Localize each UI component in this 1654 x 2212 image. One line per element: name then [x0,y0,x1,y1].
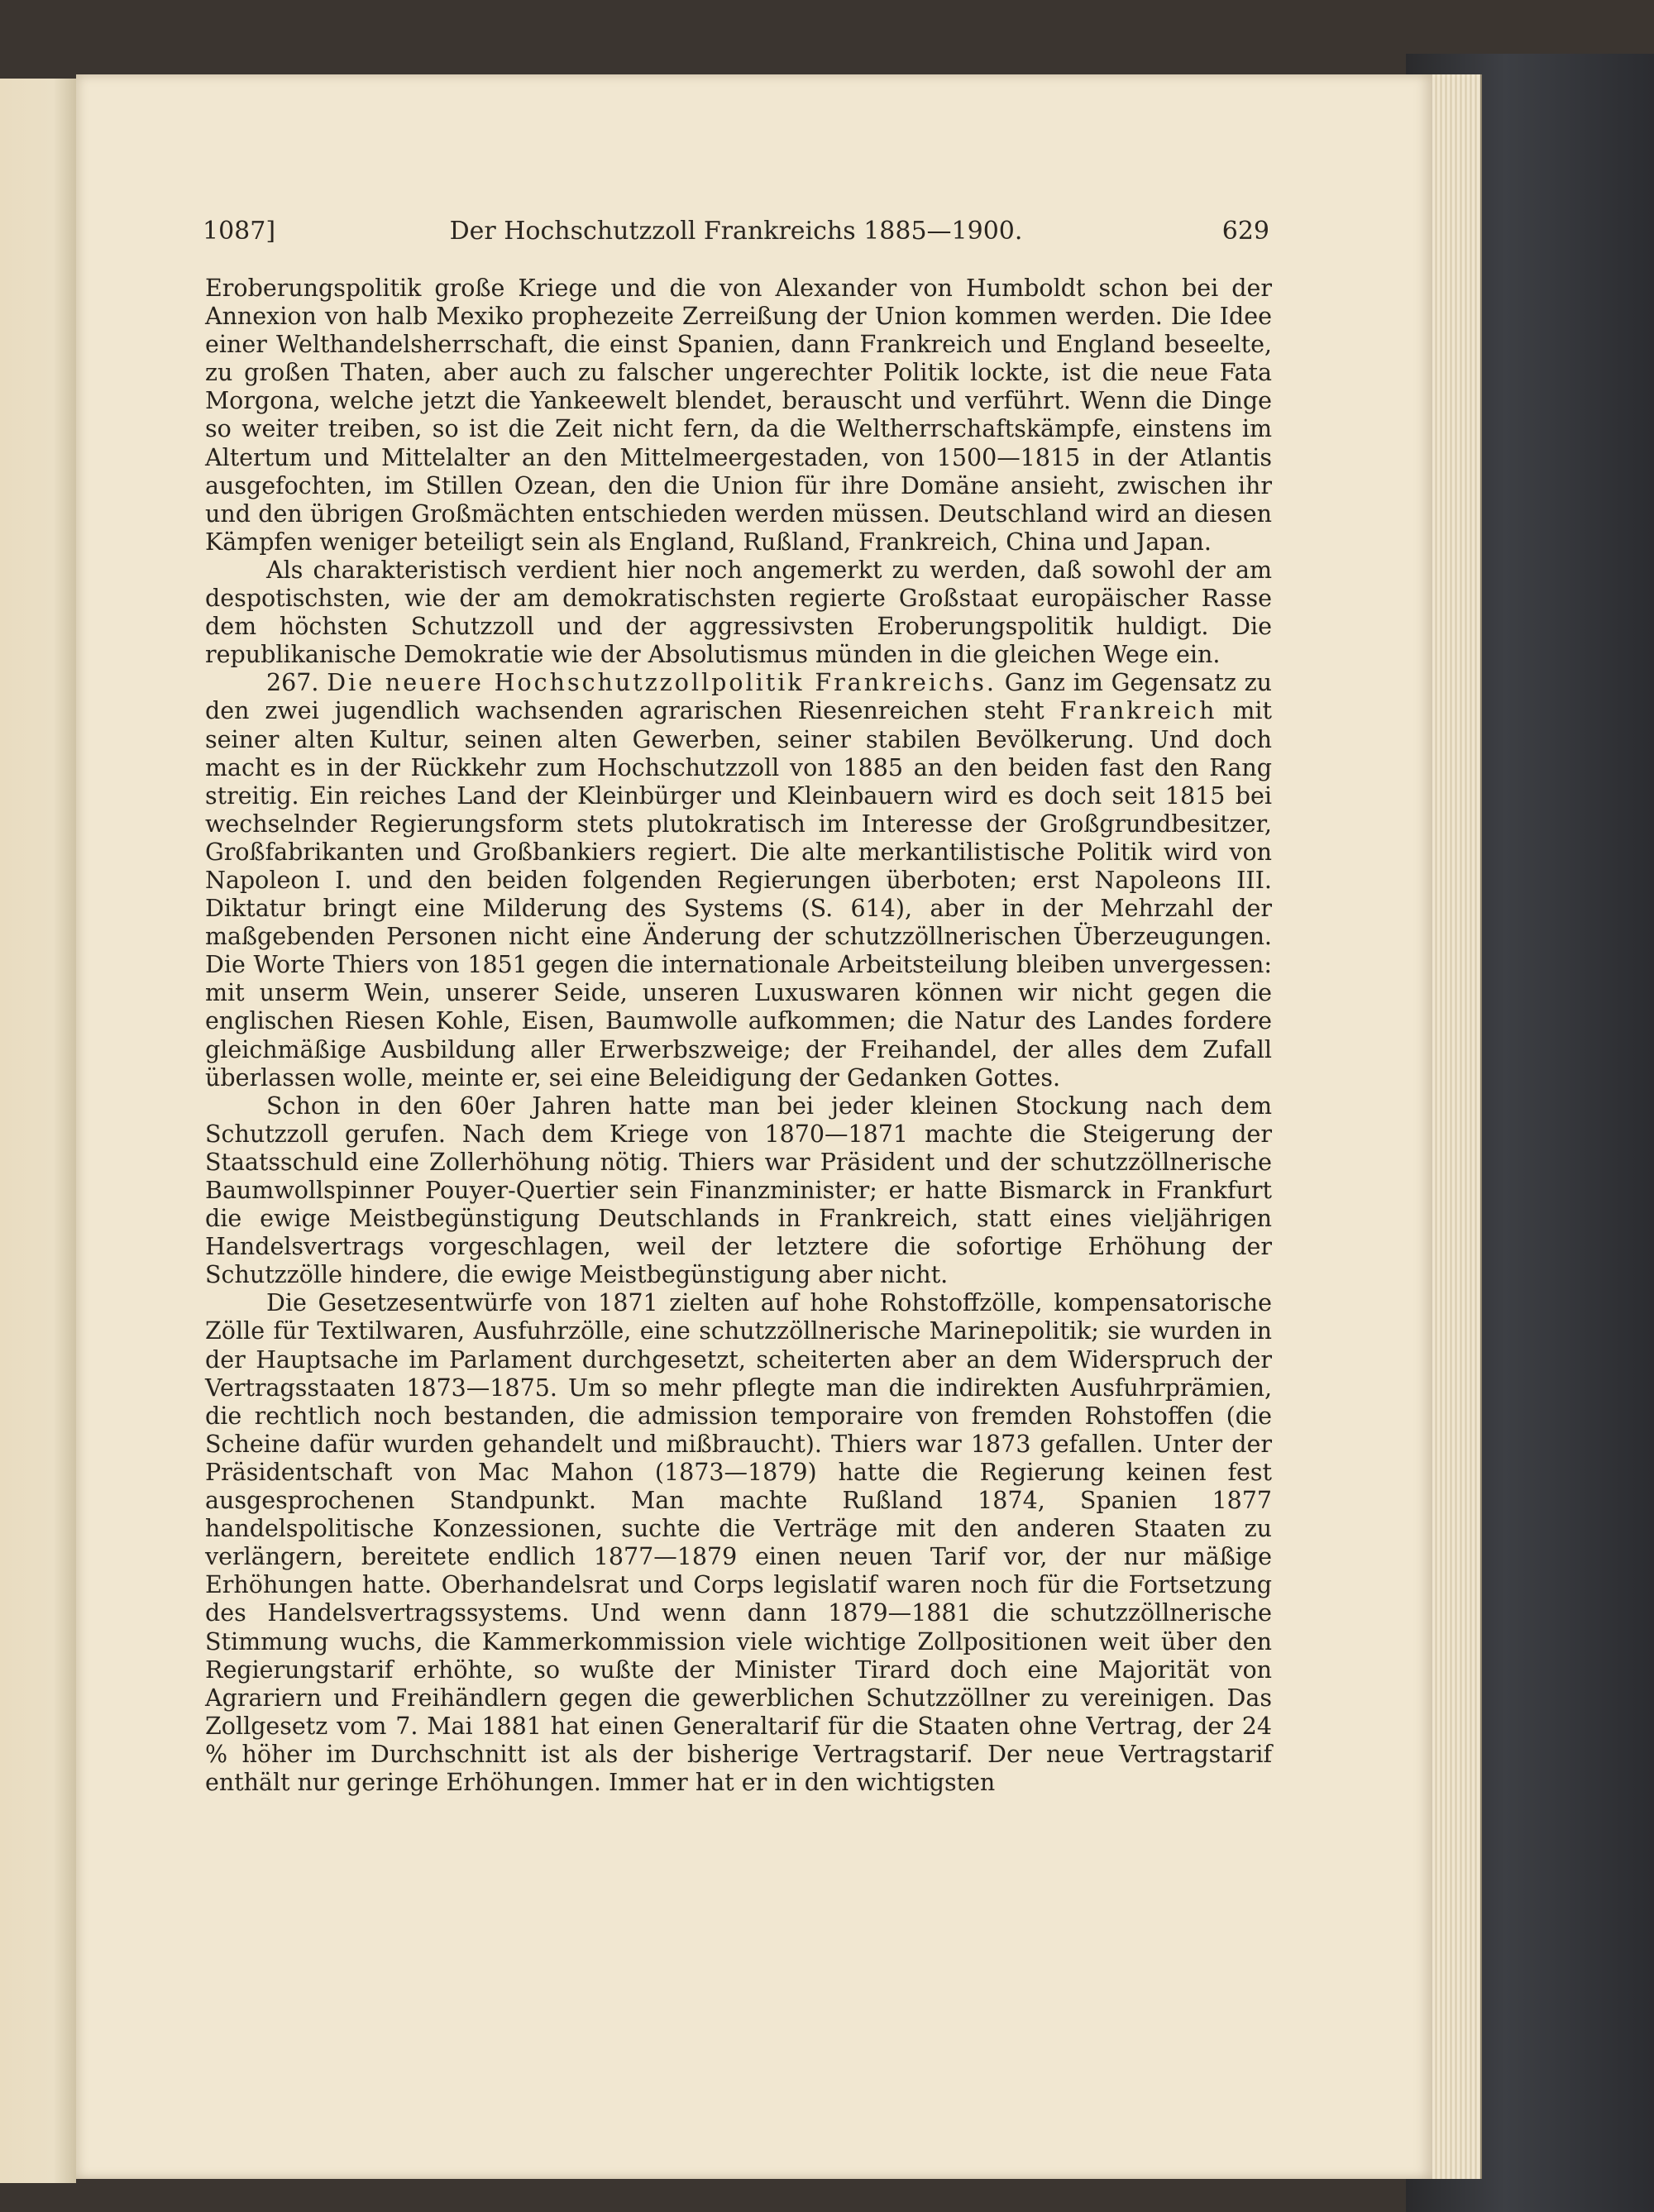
paragraph-text: Ganz im Gegensatz zu den zwei jugendlich wachsenden agrarischen Riesenreichen steht [205,669,1272,725]
running-title: Der Hochschutzzoll Frankreichs 1885—1900. [449,217,1023,246]
page-number: 629 [1221,217,1269,246]
paragraph: Eroberungspolitik große Kriege und die von Alexander von Humboldt schon bei der Annexion von halb Mexiko prophezeite Zerreißung der Union kommen werden. Die Idee einer Welthandelsherrschaft, die einst Spanien, dann Frankreich und England beseelte, zu großen Thaten, aber auch zu falscher ungerechter Politik lockte, ist die neue Fata Morgona, welche jetzt die Yankeewelt blendet, berauscht und verführt. Wenn die Dinge so weiter treiben, so ist die Zeit nicht fern, da die Weltherrschaftskämpfe, einstens im Altertum und Mittelalter an den Mittelmeergestaden, von 1500—1815 in der Atlantis ausgefochten, im Stillen Ozean, den die Union für ihre Domäne ansieht, zwischen ihr und den übrigen Großmächten entschieden werden müssen. Deutschland wird an diesen Kämpfen weniger beteiligt sein als England, Rußland, Frankreich, China und Japan. [205,275,1272,556]
emphasized-word: Frankreich [1059,697,1217,725]
section-number: 267. [266,669,319,697]
paragraph: Schon in den 60er Jahren hatte man bei jeder kleinen Stockung nach dem Schutzzoll gerufen. Nach dem Kriege von 1870—1871 machte die Steigerung der Staatsschuld eine Zollerhöhung nötig. Thiers war Präsident und der schutzzöllnerische Baumwollspinner Pouyer-Quertier sein Finanzminister; er hatte Bismarck in Frankfurt die ewige Meistbegünstigung Deutschlands in Frankreich, statt eines vieljährigen Handelsvertrags vorgeschlagen, weil der letztere die sofortige Erhöhung der Schutzzölle hindere, die ewige Meistbegünstigung aber nicht. [205,1092,1272,1289]
page-stack-edges [1432,74,1482,2179]
body-text [205,275,1272,1797]
paragraph: Die Gesetzesentwürfe von 1871 zielten auf hohe Rohstoffzölle, kompensatorische Zölle für Textilwaren, Ausfuhrzölle, eine schutzzöllnerische Marinepolitik; sie wurden in der Hauptsache im Parlament durchgesetzt, scheiterten aber an dem Widerspruch der Vertragsstaaten 1873—1875. Um so mehr pflegte man die indirekten Ausfuhrprämien, die rechtlich noch bestanden, die admission temporaire von fremden Rohstoffen (die Scheine dafür wurden gehandelt und mißbraucht). Thiers war 1873 gefallen. Unter der Präsidentschaft von Mac Mahon (1873—1879) hatte die Regierung keinen fest ausgesprochenen Standpunkt. Man machte Rußland 1874, Spanien 1877 handelspolitische Konzessionen, suchte die Verträge mit den anderen Staaten zu verlängern, bereitete endlich 1877—1879 einen neuen Tarif vor, der nur mäßige Erhöhungen hatte. Oberhandelsrat und Corps legislatif waren noch für die Fortsetzung des Handelsvertragssystems. Und wenn dann 1879—1881 die schutzzöllnerische Stimmung wuchs, die Kammerkommission viele wichtige Zollpositionen weit über den Regierungstarif erhöhte, so wußte der Minister Tirard doch eine Majorität von Agrariern und Freihändlern gegen die gewerblichen Schutzzöllner zu vereinigen. Das Zollgesetz vom 7. Mai 1881 hat einen Generaltarif für die Staaten ohne Vertrag, der 24 % höher im Durchschnitt ist als der bisherige Vertragstarif. Der neue Vertragstarif enthält nur geringe Erhöhungen. Immer hat er in den wichtigsten [205,1289,1272,1796]
section-marker: 1087] [203,217,276,246]
paragraph-text: mit seiner alten Kultur, seinen alten Gewerben, seiner stabilen Bevölkerung. Und doch macht es in der Rückkehr zum Hochschutzzoll von 1885 an den beiden fast den Rang streitig. Ein reiches Land der Kleinbürger und Kleinbauern wird es doch seit 1815 bei wechselnder Regierungsform stets plutokratisch im Interesse der Großgrundbesitzer, Großfabrikanten und Großbankiers regiert. Die alte merkantilistische Politik wird von Napoleon I. und den beiden folgenden Regierungen überboten; erst Napoleons III. Diktatur bringt eine Milderung des Systems (S. 614), aber in der Mehrzahl der maßgebenden Personen nicht eine Änderung der schutzzöllnerischen Überzeugungen. Die Worte Thiers von 1851 gegen die internationale Arbeitsteilung bleiben unvergessen: mit unserm Wein, unserer Seide, unseren Luxuswaren können wir nicht gegen die englischen Riesen Kohle, Eisen, Baumwolle aufkommen; die Natur des Landes fordere gleichmäßige Ausbildung aller Erwerbszweige; der Freihandel, der alles dem Zufall überlassen wolle, meinte er, sei eine Beleidigung der Gedanken Gottes. [205,697,1272,1092]
facing-page-edge [0,79,76,2183]
paragraph: Als charakteristisch verdient hier noch angemerkt zu werden, daß sowohl der am despotischsten, wie der am demokratischsten regierte Großstaat europäischer Rasse dem höchsten Schutzzoll und der aggressivsten Eroberungspolitik huldigt. Die republikanische Demokratie wie der Absolutismus münden in die gleichen Wege ein. [205,556,1272,669]
running-header [203,217,1269,250]
section-paragraph [205,669,1272,1092]
section-heading: Die neuere Hochschutzzollpolitik Frankreichs. [327,669,997,697]
